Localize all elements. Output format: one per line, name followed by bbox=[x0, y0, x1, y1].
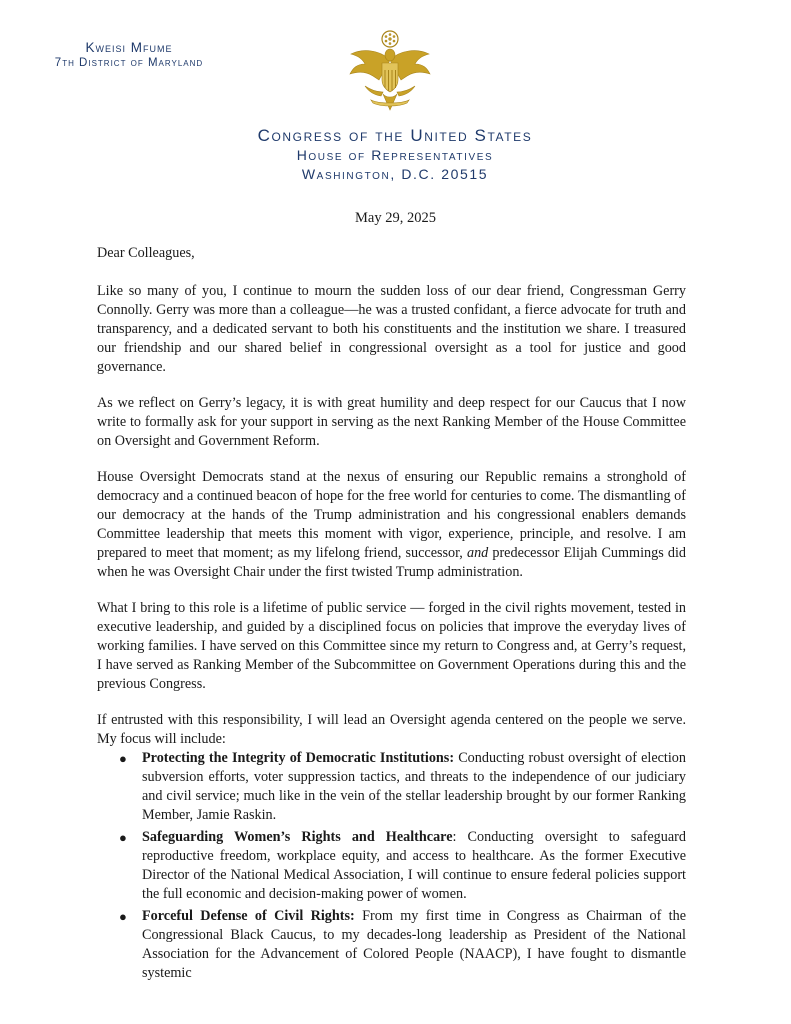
paragraph-agenda-intro: If entrusted with this responsibility, I will lead an Oversight agenda centered on the people we serve. My focus will include: bbox=[97, 712, 686, 747]
democracy-emphasis: and bbox=[466, 545, 489, 561]
list-item bbox=[97, 907, 686, 983]
democracy-text-before: House Oversight Democrats stand at the nexus of ensuring our Republic remains a stronghold of democracy and a continued beacon of hope for the free world for centuries to come. The dismantling of our democracy at the hands of the Trump administration and his congressional enablers demands Committee leadership that meets this moment with vigor, experience, principle, and resolve. I am prepared to meet that moment; as my lifelong friend, successor, bbox=[97, 469, 686, 561]
paragraph-democracy bbox=[97, 468, 686, 582]
democracy-text-after: predecessor Elijah Cummings did when he was Oversight Chair under the first twisted Trump administration. bbox=[97, 545, 686, 580]
letterhead-congress: Congress of the United States bbox=[257, 126, 533, 145]
bullet-icon: ● bbox=[119, 751, 127, 766]
list-item bbox=[97, 749, 686, 825]
focus-list bbox=[97, 749, 686, 983]
letter-date: May 29, 2025 bbox=[355, 210, 436, 226]
bullet-icon: ● bbox=[119, 909, 127, 924]
eagle-seal-icon bbox=[345, 30, 435, 116]
paragraph-experience: What I bring to this role is a lifetime of public service — forged in the civil rights movement, tested in executive leadership, and guided by a disciplined focus on policies that improve the everyday lives of working families. I have served on this Committee since my return to Congress and, at Gerry’s request, I have served as Ranking Member of the Subcommittee on Government Operations during this and the previous Congress. bbox=[97, 600, 686, 692]
bullet-text: From my first time in Congress as Chairman of the Congressional Black Caucus, to my decades-long leadership as President of the National Association for the Advancement of Colored People (NAACP), I have fought to dismantle systemic bbox=[142, 908, 686, 981]
letter-body bbox=[97, 244, 686, 986]
bullet-text: : Conducting oversight to safeguard reproductive freedom, workplace equity, and access to healthcare. As the former Executive Director of the National Medical Association, I will continue to ensure federal policies support the full economic and decision-making power of women. bbox=[142, 829, 686, 902]
paragraph-mourning: Like so many of you, I continue to mourn the sudden loss of our dear friend, Congressman Gerry Connolly. Gerry was more than a colleague—he was a trusted confidant, a fierce advocate for truth and transparency, and a dedicated servant to both his constituents and the institution we share. I treasured our friendship and our shared belief in congressional oversight as a tool for justice and good governance. bbox=[97, 283, 686, 375]
paragraph-request: As we reflect on Gerry’s legacy, it is with great humility and deep respect for our Caucus that I now write to formally ask for your support in serving as the next Ranking Member of the House Committee on Oversight and Government Reform. bbox=[97, 395, 686, 449]
bullet-icon: ● bbox=[119, 830, 127, 845]
letterhead-house: House of Representatives bbox=[296, 147, 494, 163]
bullet-heading: Protecting the Integrity of Democratic Institutions: bbox=[142, 750, 455, 766]
bullet-heading: Safeguarding Women’s Rights and Healthcare bbox=[142, 829, 453, 845]
list-item bbox=[97, 828, 686, 904]
bullet-text: Conducting robust oversight of election subversion efforts, voter suppression tactics, and threats to the independence of our judiciary and civil service; much like in the vein of the stellar leadership brought by our former Ranking Member, Jamie Raskin. bbox=[142, 750, 686, 823]
letterhead bbox=[200, 126, 590, 184]
letterhead-city: Washington, D.C. 20515 bbox=[301, 166, 489, 182]
bullet-heading: Forceful Defense of Civil Rights: bbox=[142, 908, 355, 924]
sender-name: Kweisi Mfume bbox=[85, 40, 173, 55]
salutation: Dear Colleagues, bbox=[97, 245, 195, 261]
sender-block bbox=[44, 40, 214, 70]
sender-district: 7th District of Maryland bbox=[54, 57, 204, 69]
